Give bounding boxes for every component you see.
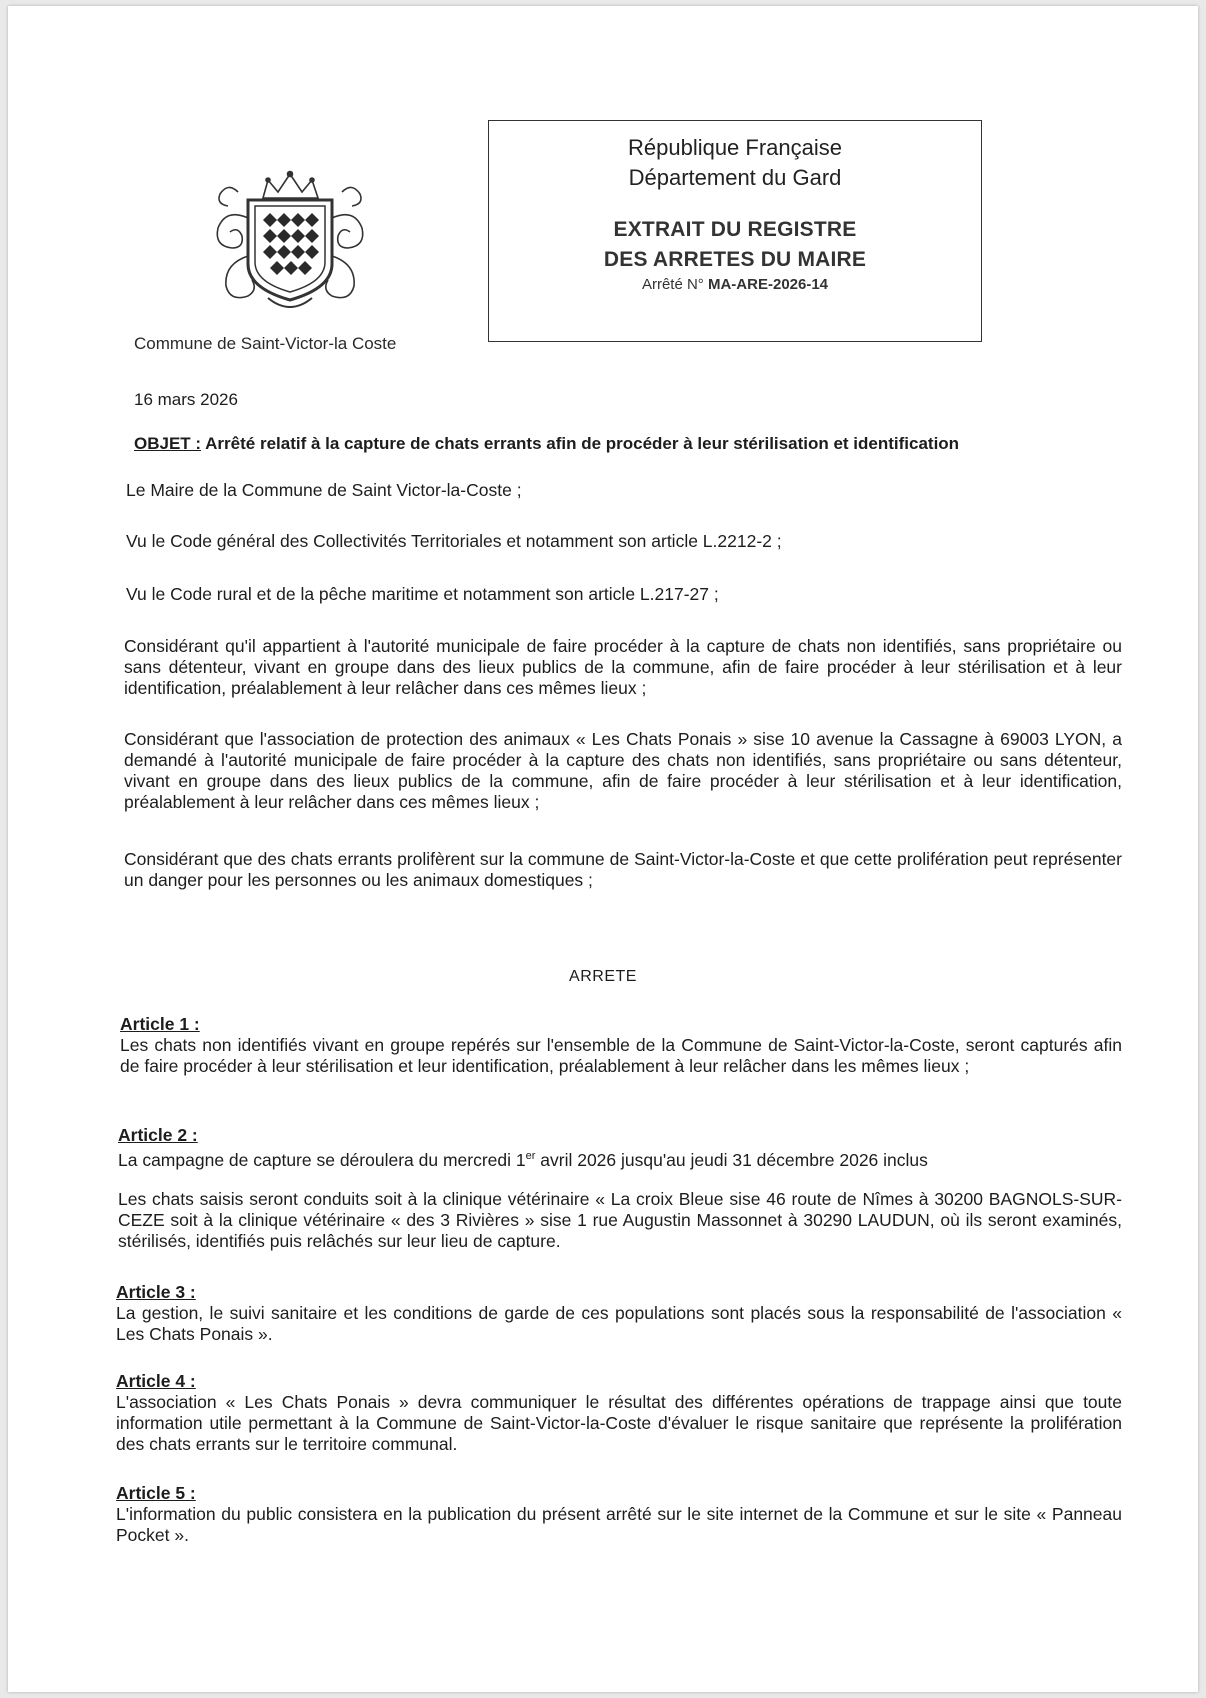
document-date: 16 mars 2026 [134,390,238,409]
article-2-sup: er [525,1150,536,1162]
commune-name: Commune de Saint-Victor-la Coste [134,334,397,353]
vu-code-rural: Vu le Code rural et de la pêche maritime et notamment son article L.217-27 ; [126,584,719,604]
header-box [488,120,982,342]
arrete-heading: ARRETE [569,968,637,985]
register-line-1: EXTRAIT DU REGISTRE [613,218,857,241]
register-title [489,215,981,275]
article-4-text: L'association « Les Chats Ponais » devra communiquer le résultat des différentes opérations de trappage ainsi que toute information utile permettant à la Commune de Saint-Victor-la-Coste d'évaluer le risque sanitaire que représente la prolifération des chats errants sur le territoire communal. [116,1392,1122,1454]
article-4 [116,1371,1122,1455]
arrete-number-prefix: Arrêté N° [641,276,704,293]
article-2-title: Article 2 : [118,1125,198,1145]
article-5-title: Article 5 : [116,1483,196,1503]
considerant-3: Considérant que des chats errants prolifèrent sur la commune de Saint-Victor-la-Coste et que cette prolifération peut représenter un danger pour les personnes ou les animaux domestiques ; [124,849,1122,890]
article-2-text-start: La campagne de capture se déroulera du mercredi 1 [118,1149,526,1170]
article-2 [118,1125,1122,1252]
header-republic-block [489,133,981,193]
arrete-number-line [489,275,981,295]
maire-line: Le Maire de la Commune de Saint Victor-la-Coste ; [126,480,522,500]
article-2-text [118,1146,1122,1171]
article-3-text: La gestion, le suivi sanitaire et les conditions de garde de ces populations sont placés sous la responsabilité de l'association « Les Chats Ponais ». [116,1303,1122,1344]
commune-crest-icon [208,168,373,316]
article-4-title: Article 4 : [116,1371,196,1391]
vu-cgct: Vu le Code général des Collectivités Territoriales et notamment son article L.2212-2 ; [126,531,782,551]
article-5-text: L'information du public consistera en la publication du présent arrêté sur le site internet de la Commune et sur le site « Panneau Pocket ». [116,1504,1122,1545]
department-text: Département du Gard [628,165,842,190]
considerant-2: Considérant que l'association de protection des animaux « Les Chats Ponais » sise 10 avenue la Cassagne à 69003 LYON, a demandé à l'autorité municipale de faire procéder à la capture des chats non identifiés, sans propriétaire ou sans détenteur, vivant en groupe dans des lieux publics de la commune, afin de faire procéder à leur stérilisation et à leur identification, préalablement à leur relâcher dans ces mêmes lieux ; [124,729,1122,812]
article-5 [116,1483,1122,1546]
article-3-title: Article 3 : [116,1282,196,1302]
considerant-1: Considérant qu'il appartient à l'autorité municipale de faire procéder à la capture de chats non identifiés, sans propriétaire ou sans détenteur, vivant en groupe dans des lieux publics de la commune, afin de faire procéder à leur stérilisation et à leur identification, préalablement à leur relâcher dans ces mêmes lieux ; [124,636,1122,698]
document-page [8,6,1198,1692]
objet-line [134,434,959,454]
article-3 [116,1282,1122,1345]
objet-label: OBJET : [134,434,202,453]
article-1 [120,1014,1122,1077]
article-1-title: Article 1 : [120,1014,200,1034]
objet-text: Arrêté relatif à la capture de chats errants afin de procéder à leur stérilisation et identification [205,434,960,453]
article-2-text-end: avril 2026 jusqu'au jeudi 31 décembre 2026 inclus [535,1149,928,1170]
arrete-number: MA-ARE-2026-14 [707,276,829,293]
republic-text: République Française [627,135,843,160]
register-line-2: DES ARRETES DU MAIRE [603,248,867,271]
article-2-text-2: Les chats saisis seront conduits soit à la clinique vétérinaire « La croix Bleue sise 46 route de Nîmes à 30200 BAGNOLS-SUR-CEZE soit à la clinique vétérinaire « des 3 Rivières » sise 1 rue Augustin Massonnet à 30290 LAUDUN, où ils seront examinés, stérilisés, identifiés puis relâchés sur leur lieu de capture. [118,1188,1122,1251]
article-1-text: Les chats non identifiés vivant en groupe repérés sur l'ensemble de la Commune de Saint-Victor-la-Coste, seront capturés afin de faire procéder à leur stérilisation et leur identification, préalablement à leur relâcher dans les mêmes lieux ; [120,1035,1122,1076]
